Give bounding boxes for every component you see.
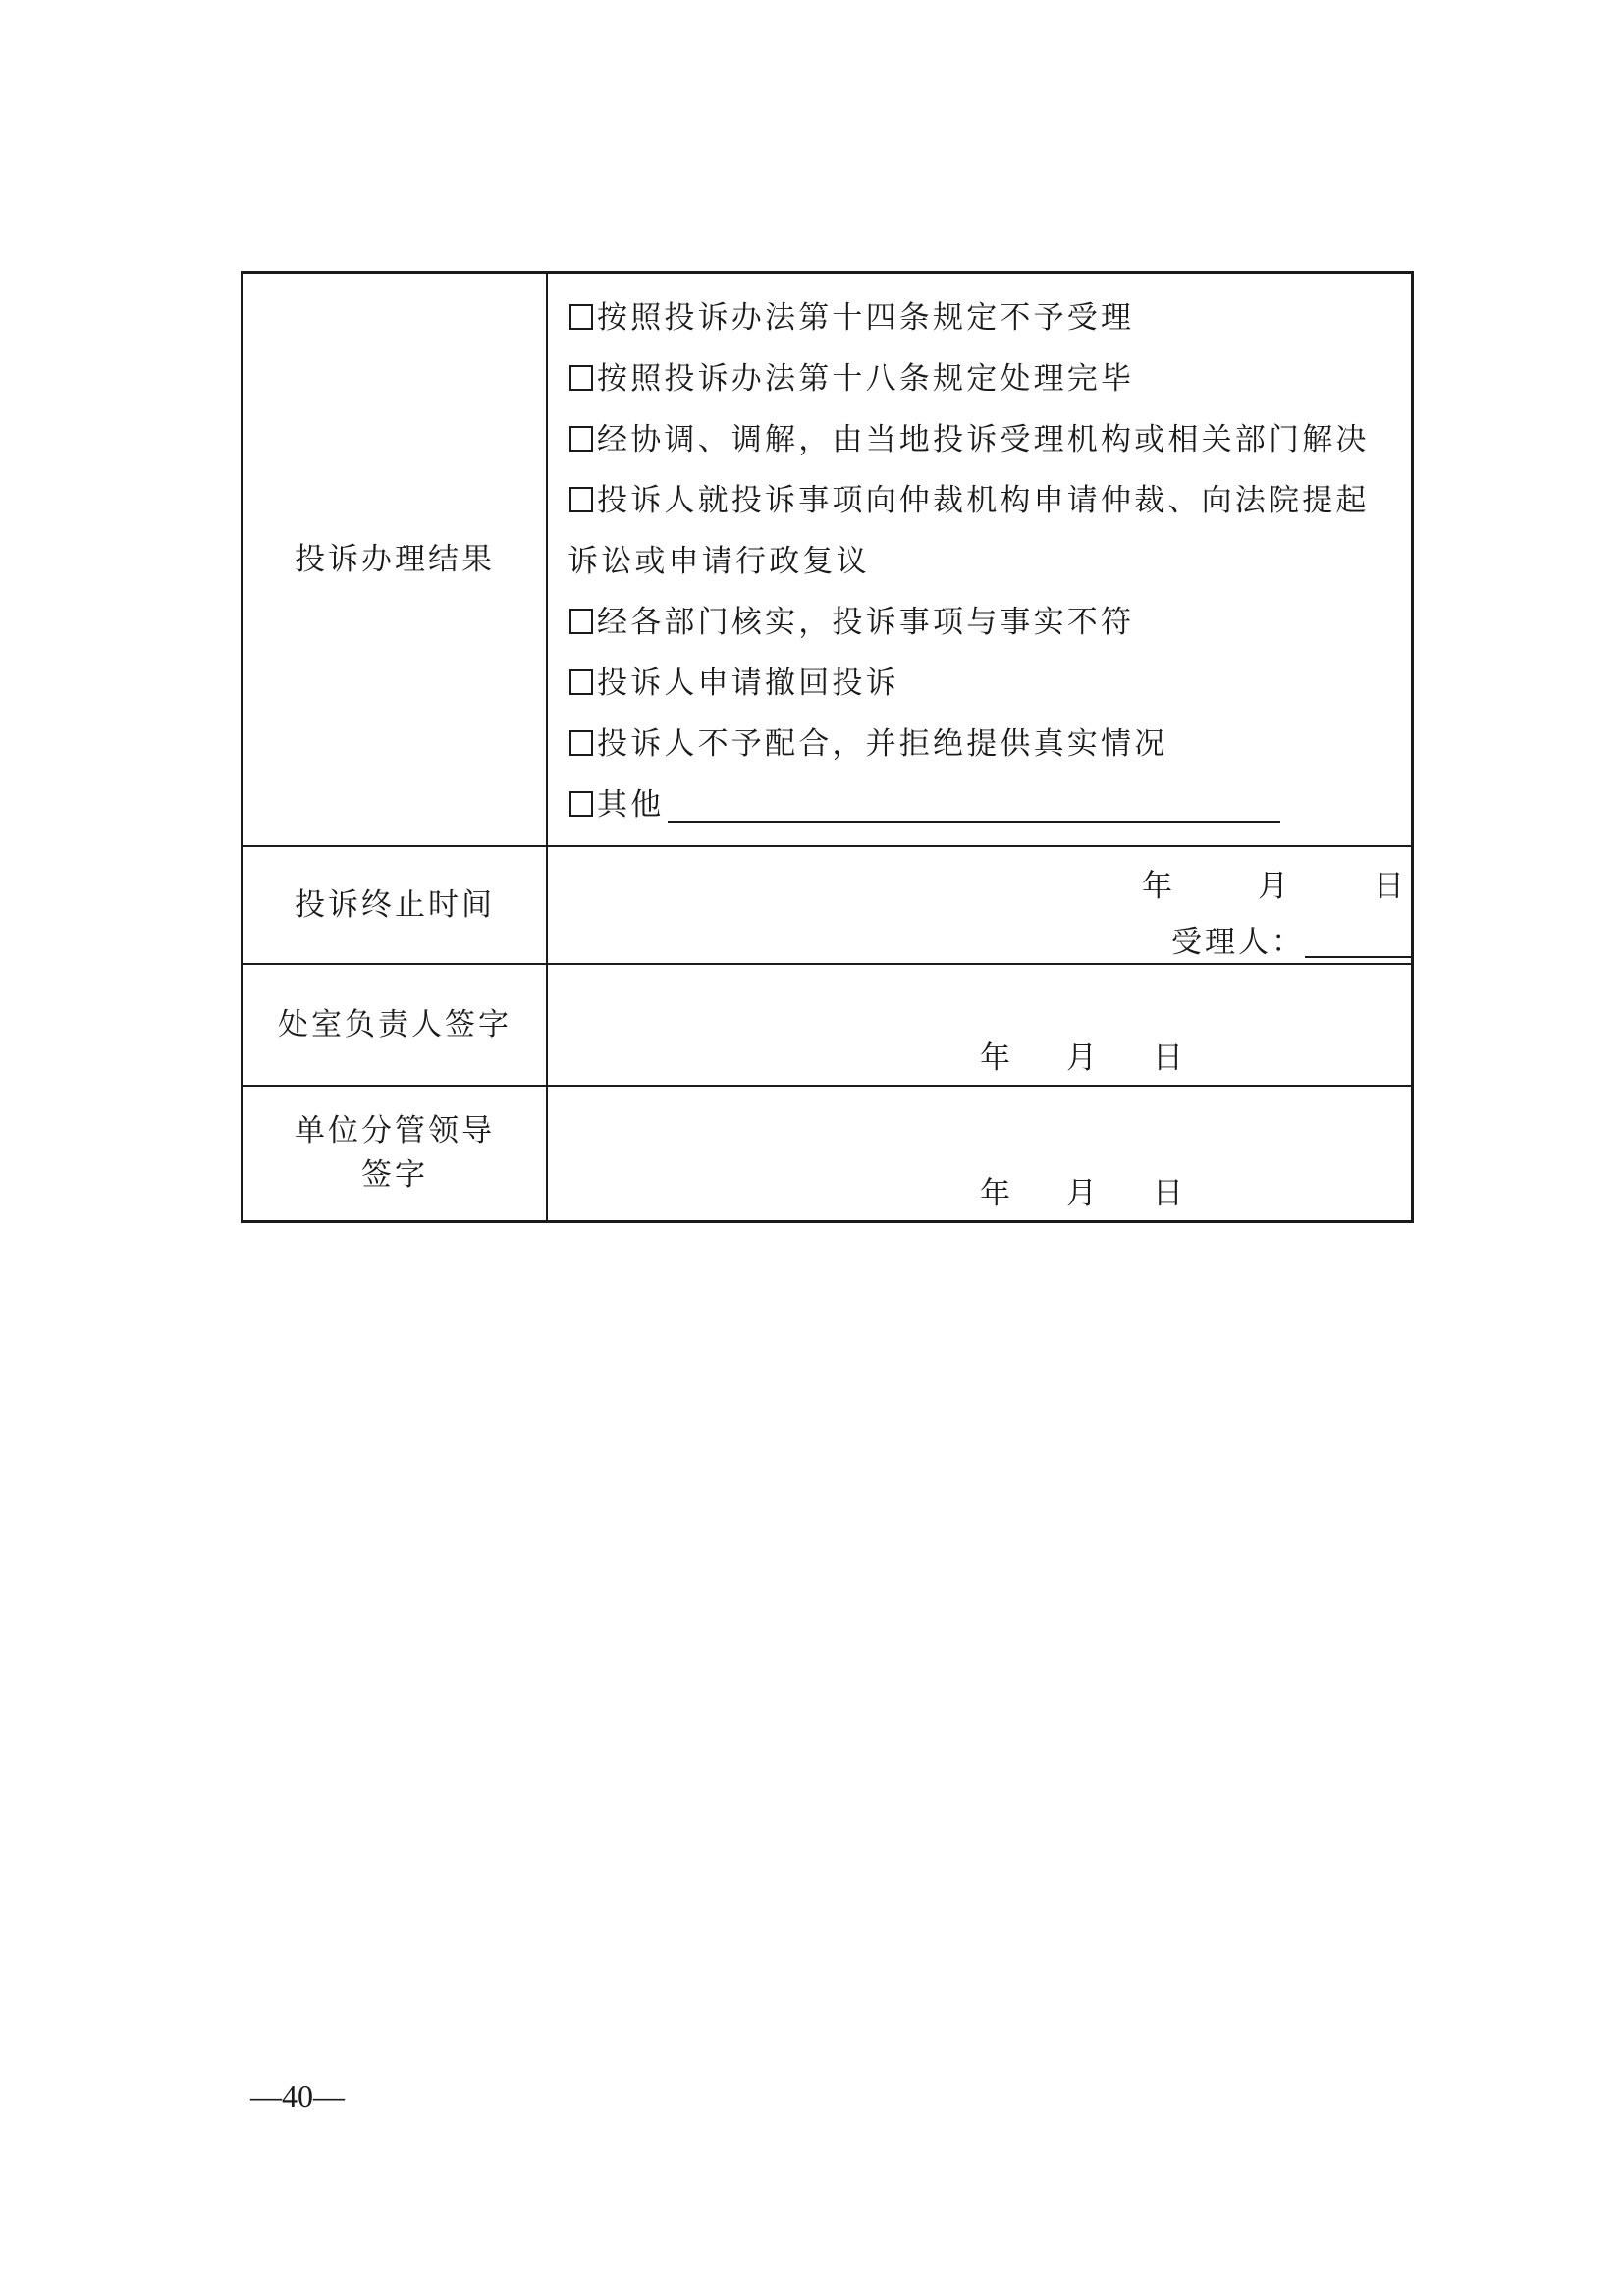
- leader-label-line1: 单位分管领导: [295, 1112, 495, 1148]
- option-label: 投诉人就投诉事项向仲裁机构申请仲裁、向法院提起诉讼或申请行政复议: [568, 483, 1370, 579]
- end-time-row: [243, 846, 1413, 964]
- date-day: 日: [1153, 1041, 1186, 1076]
- end-time-label: 投诉终止时间: [243, 846, 548, 964]
- page-number: —40—: [250, 2078, 345, 2113]
- date-year: 年: [980, 1175, 1013, 1211]
- receiver-label: 受理人：: [1171, 925, 1305, 960]
- sign-date: [980, 1168, 1186, 1212]
- option-label: 其他: [597, 787, 665, 823]
- checkbox[interactable]: [569, 304, 593, 330]
- complaint-form-table: [241, 271, 1414, 1223]
- option-item: [568, 348, 1391, 409]
- date-month: 月: [1258, 869, 1291, 904]
- checkbox[interactable]: [569, 609, 593, 634]
- date-day: 日: [1374, 869, 1407, 904]
- receiver-signature: [1171, 917, 1411, 961]
- option-label: 按照投诉办法第十四条规定不予受理: [597, 300, 1135, 336]
- date-month: 月: [1066, 1041, 1100, 1076]
- other-fill-line[interactable]: [668, 787, 1280, 823]
- checkbox[interactable]: [569, 487, 593, 512]
- leader-label-line2: 签字: [361, 1156, 428, 1193]
- results-options: [547, 273, 1413, 847]
- dept-head-sign-cell[interactable]: [547, 964, 1413, 1086]
- checkbox[interactable]: [569, 365, 593, 391]
- checkbox[interactable]: [569, 426, 593, 452]
- option-label: 按照投诉办法第十八条规定处理完毕: [597, 361, 1135, 397]
- option-label: 投诉人申请撤回投诉: [597, 666, 899, 701]
- dept-head-label: 处室负责人签字: [243, 964, 548, 1086]
- results-row: [243, 273, 1413, 847]
- sign-date: [980, 1033, 1186, 1077]
- checkbox[interactable]: [569, 791, 593, 817]
- end-time-cell[interactable]: [547, 846, 1413, 964]
- leader-row: [243, 1086, 1413, 1221]
- dept-head-row: [243, 964, 1413, 1086]
- leader-sign-cell[interactable]: [547, 1086, 1413, 1221]
- option-item-other: [568, 774, 1391, 835]
- checkbox[interactable]: [569, 730, 593, 756]
- receiver-fill-line[interactable]: [1305, 927, 1411, 958]
- option-item: [568, 653, 1391, 714]
- option-item: [568, 470, 1391, 592]
- date-day: 日: [1153, 1175, 1186, 1211]
- option-item: [568, 288, 1391, 348]
- option-label: 经各部门核实，投诉事项与事实不符: [597, 605, 1135, 640]
- checkbox[interactable]: [569, 669, 593, 695]
- option-item: [568, 714, 1391, 774]
- option-label: 投诉人不予配合，并拒绝提供真实情况: [597, 726, 1168, 762]
- option-label: 经协调、调解，由当地投诉受理机构或相关部门解决: [597, 422, 1370, 457]
- end-date: [1142, 861, 1407, 905]
- leader-label: [243, 1086, 548, 1221]
- option-item: [568, 409, 1391, 470]
- date-month: 月: [1066, 1175, 1100, 1211]
- option-item: [568, 592, 1391, 653]
- results-label: 投诉办理结果: [243, 273, 548, 847]
- date-year: 年: [1142, 869, 1175, 904]
- date-year: 年: [980, 1041, 1013, 1076]
